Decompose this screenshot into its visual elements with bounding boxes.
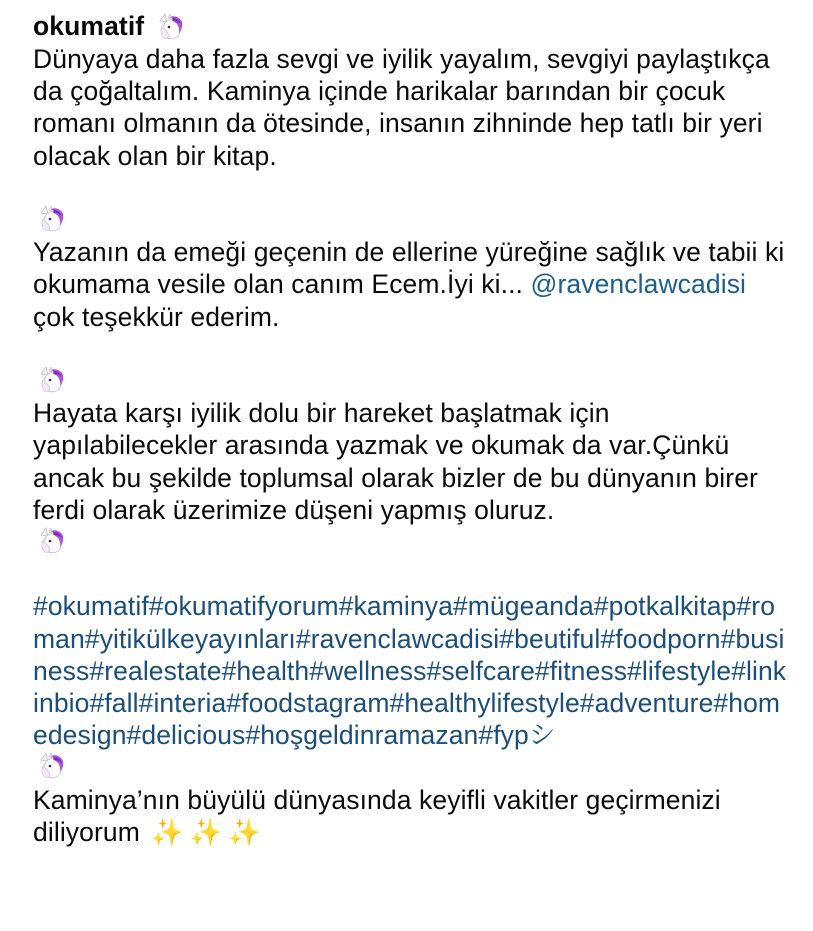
unicorn-icon: [33, 366, 67, 396]
username-link[interactable]: okumatif: [33, 11, 145, 41]
blank-line: [33, 333, 791, 365]
caption-paragraph-3: Hayata karşı iyilik dolu bir hareket başlatmak için yapılabilecekler arasında yazmak ve okumak da var.Çünkü ancak bu şekilde toplumsal olarak bizler de bu dünyanın birer ferdi olarak üzerimize düşeni yapmış oluruz.: [33, 398, 758, 525]
caption-paragraph-2: [33, 236, 791, 333]
emoji-line: [33, 751, 791, 783]
unicorn-icon: [152, 13, 186, 43]
caption-paragraph-4: [33, 784, 791, 849]
emoji-line: [33, 526, 791, 558]
blank-line: [33, 558, 791, 590]
unicorn-icon: [33, 527, 67, 557]
unicorn-icon: [33, 205, 67, 235]
caption-paragraph-1: Dünyaya daha fazla sevgi ve iyilik yayalım, sevgiyi paylaştıkça da çoğaltalım. Kaminya içinde harikalar barından bir çocuk romanı olmanın da ötesinde, insanın zihninde hep tatlı bir yeri olacak olan bir kitap.: [33, 44, 770, 171]
paragraph-4-text: Kaminya’nın büyülü dünyasında keyifli vakitler geçirmenizi diliyorum: [33, 784, 721, 847]
mention-link[interactable]: @ravenclawcadisi: [530, 269, 747, 300]
unicorn-icon: [33, 752, 67, 782]
emoji-line: [33, 204, 791, 236]
paragraph-2-text: Yazanın da emeği geçenin de ellerine yüreğine sağlık ve tabii ki okumama vesile olan canım Ecem.İyi ki...: [33, 237, 785, 300]
paragraph-2-tail: çok teşekkür ederim.: [33, 301, 280, 332]
blank-line: [33, 172, 791, 204]
sparkles-icon: ✨✨✨: [151, 817, 267, 848]
caption-header: [33, 10, 791, 43]
emoji-line: [33, 365, 791, 397]
hashtag-block[interactable]: #okumatif#okumatifyorum#kaminya#mügeanda#potkalkitap#roman#yitikülkeyayınları#ravenclawcadisi#beutiful#foodporn#business#realestate#health#wellness#selfcare#fitness#lifestyle#linkinbio#fall#interia#foodstagram#healthylifestyle#adventure#homedesign#delicious#hoşgeldinramazan#fypシ: [33, 591, 787, 751]
